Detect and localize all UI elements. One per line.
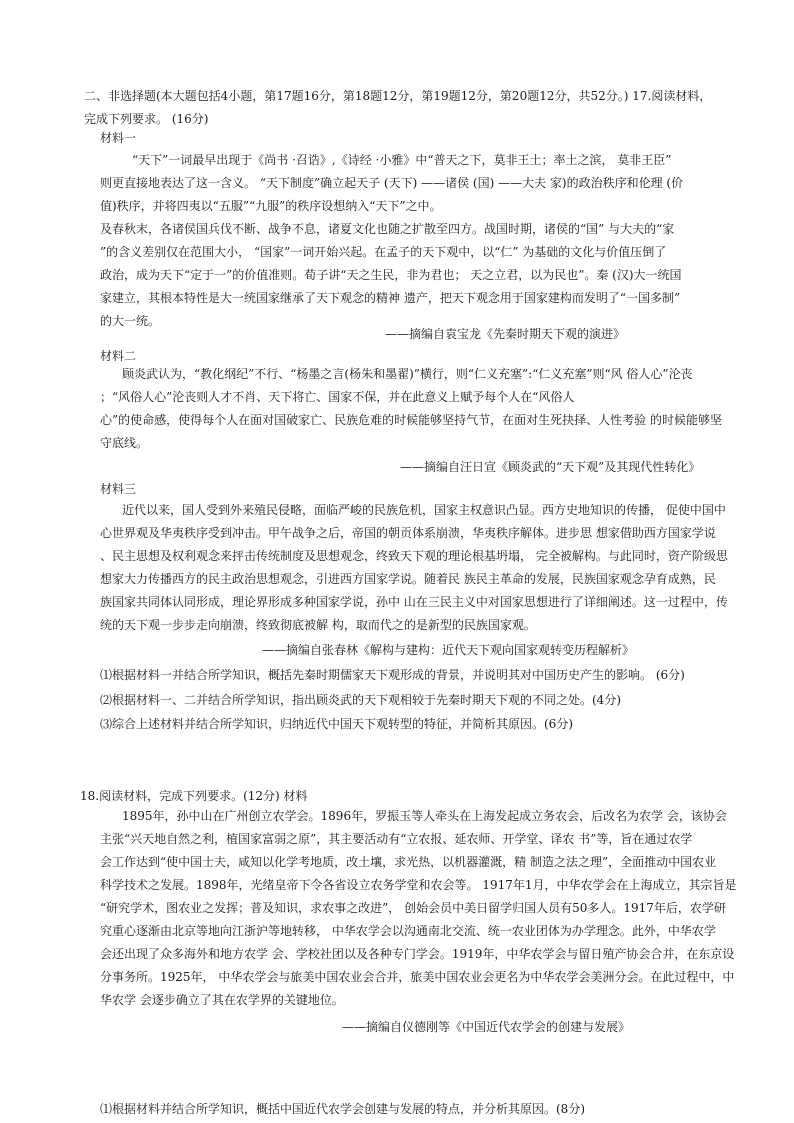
text-line: ；“风俗人心”沦丧则人才不肖、天下将亡、国家不保，并在此意义上赋予每个人在“风俗人 bbox=[100, 390, 575, 404]
text-line: 、民主思想及权利观念来抨击传统制度及思想观念，终致天下观的理论根基坍塌， 完全被解构。与此同时，资产阶级思 bbox=[100, 549, 728, 563]
material-2-text bbox=[100, 363, 722, 455]
question-18-material bbox=[100, 805, 737, 1012]
text-line: 值)秩序，并将四夷以“五服”“九服”的秩序设想纳入“天下”之中。 bbox=[100, 199, 442, 213]
material-3-text bbox=[100, 499, 728, 637]
material-1-label: 材料一 bbox=[100, 131, 137, 145]
question-17-2: ⑵根据材料一、二并结合所学知识，指出顾炎武的天下观相较于先秦时期天下观的不同之处。(4分) bbox=[100, 693, 622, 707]
text-line: 1895年，孙中山在广州创立农学会。1896年，罗振玉等人牵头在上海发起成立务农会，后改名为农学 会，该协会 bbox=[122, 809, 727, 823]
text-line: 会还出现了众多海外和地方农学 会、学校社团以及各种专门学会。1919年，中华农学会与留日殖产协会合并，在东京设 bbox=[100, 947, 735, 961]
material-2-label: 材料二 bbox=[100, 349, 137, 363]
text-line: 顾炎武认为，“教化纲纪”不行、“杨墨之言(杨朱和墨翟)”横行，则“仁义充塞”:“仁义充塞”则“风 俗人心”沦丧 bbox=[122, 367, 693, 381]
material-3-label: 材料三 bbox=[100, 482, 137, 496]
text-line: 分事务所。1925年， 中华农学会与旅美中国农业会合并，旅美中国农业会更名为中华农学会美洲分会。在此过程中，中 bbox=[100, 970, 735, 984]
question-18-1: ⑴根据材料并结合所学知识，概括中国近代农学会创建与发展的特点，并分析其原因。(8分) bbox=[100, 1102, 586, 1116]
text-line: 科学技术之发展。1898年，光绪皇帝下令各省设立农务学堂和农会等。 1917年1月，中华农学会在上海成立，其宗旨是 bbox=[100, 878, 737, 892]
question-17-3: ⑶综合上述材料并结合所学知识，归纳近代中国天下观转型的特征，并简析其原因。(6分) bbox=[100, 717, 574, 731]
text-line: 统的天下观一步步走向崩溃，终致彻底被解 构，取而代之的是新型的民族国家观。 bbox=[100, 618, 536, 632]
text-line: 近代以来，国人受到外来殖民侵略，面临严峻的民族危机，国家主权意识凸显。西方史地知识的传播， 促使中国中 bbox=[122, 503, 726, 517]
text-line: 究重心逐渐由北京等地向江浙沪等地转移， 中华农学会以沟通南北交流、统一农业团体为办学理念。此外，中华农学 bbox=[100, 924, 716, 938]
text-line: 会工作达到“使中国士夫，咸知以化学考地质，改土壤，求光热，以机器灌溉，精 制造之法之理”，全面推动中国农业 bbox=[100, 855, 717, 869]
text-line: 及春秋末，各诸侯国兵伐不断、战争不息，诸夏文化也随之扩散至四方。战国时期，诸侯的“国” 与大夫的“家 bbox=[100, 222, 675, 236]
question-18-source: ——摘编自仪德刚等《中国近代农学会的创建与发展》 bbox=[342, 1020, 631, 1034]
text-line: “研究学术，图农业之发挥；普及知识，求农事之改进”， 创始会员中美日留学归国人员有50多人。1917年后，农学研 bbox=[100, 901, 726, 915]
text-line: 心”的使命感，使得每个人在面对国破家亡、民族危难的时候能够坚持气节，在面对生死抉择、人性考验 的时候能够坚 bbox=[100, 413, 722, 427]
text-line: 家建立，其根本特性是大一统国家继承了天下观念的精神 遗产，把天下观念用于国家建构而发明了“一国多制” bbox=[100, 291, 681, 305]
text-line: 族国家共同体认同形成，理论界形成多种国家学说，孙中 山在三民主义中对国家思想进行了详细阐述。这一过程中，传 bbox=[100, 595, 728, 609]
header-line: 完成下列要求。 (16分) bbox=[84, 112, 209, 126]
text-line: “天下”一词最早出现于《尚书 ·召诰》,《诗经 ·小雅》中“普天之下，莫非王土；率土之滨， 莫非王臣” bbox=[132, 153, 672, 167]
text-line: 华农学 会逐步确立了其在农学界的关键地位。 bbox=[100, 993, 344, 1007]
text-line: 守底线。 bbox=[100, 436, 149, 450]
text-line: 则更直接地表达了这一含义。 “天下制度”确立起天子 (天下) ——诸侯 (国) ——大夫 家)的政治秩序和伦理 (价 bbox=[100, 176, 684, 190]
question-18-header: 18.阅读材料，完成下列要求。(12分) 材料 bbox=[80, 789, 308, 803]
material-2-source: ——摘编自汪日宣《顾炎武的“天下观”及其现代性转化》 bbox=[400, 460, 701, 474]
material-3-source: ——摘编自张春林《解构与建构：近代天下观向国家观转变历程解析》 bbox=[262, 643, 635, 657]
text-line: 政治，成为天下“定于一”的价值准则。荀子讲“天之生民，非为君也； 天之立君，以为民也”。秦 (汉)大一统国 bbox=[100, 268, 682, 282]
text-line: 心世界观及华夷秩序受到冲击。甲午战争之后，帝国的朝贡体系崩溃，华夷秩序解体。进步思 想家借助西方国家学说 bbox=[100, 526, 716, 540]
text-line: 主张“兴天地自然之利，植国家富弱之原”，其主要活动有“立农报、延农师、开学堂、译农 书”等，旨在通过农学 bbox=[100, 832, 693, 846]
text-line: 的大一统。 bbox=[100, 314, 161, 328]
text-line: ”的含义差别仅在范围大小， “国家”一词开始兴起。在孟子的天下观中，以“仁” 为基础的文化与价值压倒了 bbox=[100, 245, 667, 259]
section-header bbox=[84, 85, 711, 131]
header-line: 二、非选择题(本大题包括4小题，第17题16分，第18题12分，第19题12分，第20题12分，共52分。) 17.阅读材料， bbox=[84, 89, 712, 103]
text-line: 想家大力传播西方的民主政治思想观念，引进西方国家学说。随着民 族民主革命的发展，民族国家观念孕育成熟，民 bbox=[100, 572, 716, 586]
material-1-text bbox=[100, 149, 683, 333]
question-17-1: ⑴根据材料一并结合所学知识，概括先秦时期儒家天下观形成的背景，并说明其对中国历史产生的影响。 (6分) bbox=[100, 668, 685, 682]
material-1-source: ——摘编自袁宝龙《先秦时期天下观的演进》 bbox=[385, 327, 626, 341]
